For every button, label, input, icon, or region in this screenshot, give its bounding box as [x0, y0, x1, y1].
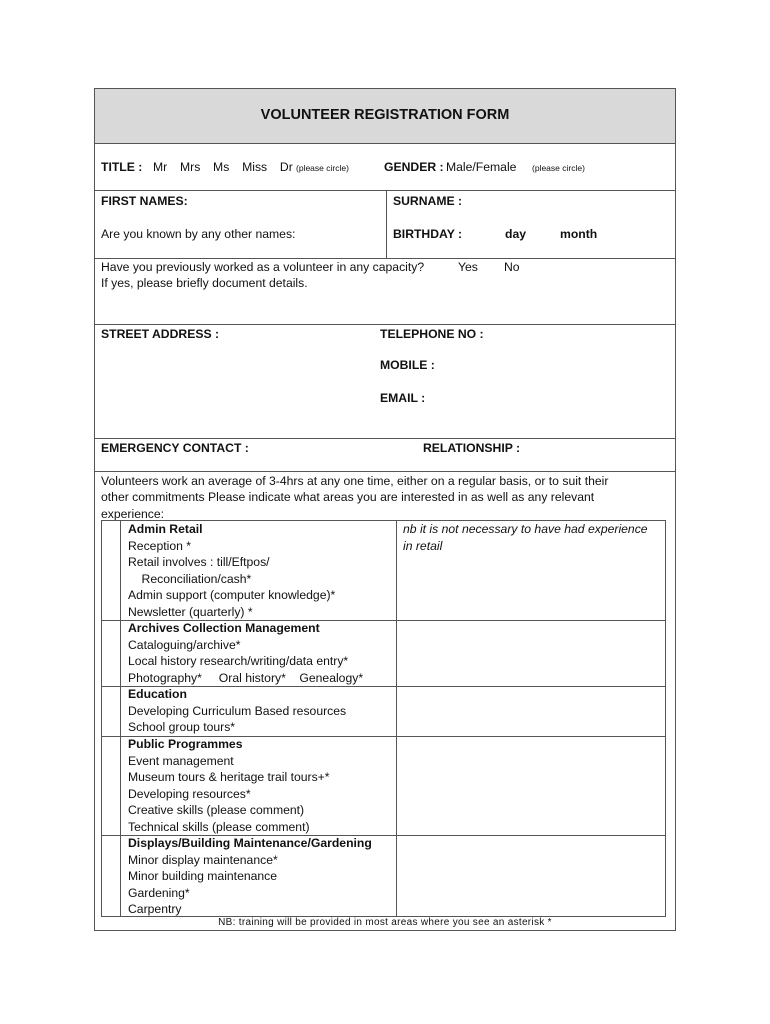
comment-education[interactable] [397, 687, 665, 736]
divider [386, 190, 387, 258]
mobile-label: MOBILE : [380, 358, 435, 372]
checkbox-displays[interactable] [102, 836, 120, 916]
divider [95, 190, 675, 191]
area-public-programmes [128, 736, 330, 835]
other-names-label: Are you known by any other names: [101, 227, 296, 241]
area-note [403, 521, 648, 554]
intro-line: Volunteers work an average of 3-4hrs at any one time, either on a regular basis, or to suit their [101, 474, 609, 488]
area-item: Technical skills (please comment) [128, 819, 310, 834]
area-item: Reconciliation/cash* [128, 571, 252, 586]
area-heading: Displays/Building Maintenance/Gardening [128, 836, 372, 850]
previous-question: Have you previously worked as a volunteer in any capacity? [101, 260, 425, 274]
area-displays [128, 835, 372, 918]
note-line: in retail [403, 538, 443, 553]
area-item: Carpentry [128, 902, 182, 916]
area-heading: Archives Collection Management [128, 621, 320, 635]
title-options[interactable]: Mr Mrs Ms Miss Dr [153, 160, 293, 174]
birthday-label: BIRTHDAY : [393, 227, 463, 241]
area-item: Gardening* [128, 885, 190, 900]
form-title-band [95, 89, 675, 144]
emergency-contact-label: EMERGENCY CONTACT : [101, 441, 249, 455]
area-item: Creative skills (please comment) [128, 803, 305, 817]
area-archives [128, 620, 363, 686]
comment-archives[interactable] [397, 621, 665, 686]
telephone-label: TELEPHONE NO : [380, 327, 484, 341]
area-item: School group tours* [128, 720, 236, 734]
area-item: Minor building maintenance [128, 869, 278, 883]
area-item: Admin support (computer knowledge)* [128, 588, 336, 602]
gender-label: GENDER : [384, 160, 444, 174]
comment-displays[interactable] [397, 836, 665, 916]
checkbox-archives[interactable] [102, 621, 120, 686]
intro-line: other commitments Please indicate what areas you are interested in as well as any relevant [101, 490, 595, 504]
divider [120, 521, 121, 916]
street-address-label: STREET ADDRESS : [101, 327, 220, 341]
area-item: Minor display maintenance* [128, 852, 278, 867]
gender-hint: (please circle) [532, 163, 585, 173]
previous-followup: If yes, please briefly document details. [101, 276, 308, 290]
email-label: EMAIL : [380, 391, 426, 405]
area-item: Developing resources* [128, 786, 251, 801]
area-item: Reception * [128, 538, 192, 553]
divider [95, 258, 675, 259]
surname-label: SURNAME : [393, 194, 463, 208]
area-item: Museum tours & heritage trail tours+* [128, 770, 330, 784]
area-education [128, 686, 346, 736]
divider [95, 438, 675, 439]
note-line: nb it is not necessary to have had experience [403, 522, 648, 536]
comment-public-programmes[interactable] [397, 737, 665, 835]
area-item: Cataloguing/archive* [128, 637, 241, 652]
area-item: Event management [128, 753, 234, 768]
area-admin-retail [128, 521, 335, 620]
area-heading: Public Programmes [128, 737, 243, 751]
area-item: Newsletter (quarterly) * [128, 604, 253, 619]
gender-options[interactable]: Male/Female [446, 160, 517, 174]
area-heading: Education [128, 687, 187, 701]
divider [95, 324, 675, 325]
area-item: Local history research/writing/data entry* [128, 654, 349, 668]
title-hint: (please circle) [296, 163, 349, 173]
title-label: TITLE : [101, 160, 143, 174]
checkbox-admin-retail[interactable] [102, 521, 120, 620]
intro-line: experience: [101, 507, 165, 521]
checkbox-public-programmes[interactable] [102, 737, 120, 835]
form-title: VOLUNTEER REGISTRATION FORM [260, 107, 510, 123]
birthday-month: month [560, 227, 598, 241]
interest-areas-table [101, 520, 666, 917]
footnote: NB: training will be provided in most areas where you see an asterisk * [218, 917, 552, 928]
area-heading: Admin Retail [128, 522, 203, 536]
birthday-day: day [505, 227, 527, 241]
checkbox-education[interactable] [102, 687, 120, 736]
area-item: Retail involves : till/Eftpos/ [128, 555, 270, 569]
first-names-label: FIRST NAMES: [101, 194, 188, 208]
relationship-label: RELATIONSHIP : [423, 441, 521, 455]
area-item: Photography* Oral history* Genealogy* [128, 670, 364, 685]
volunteer-registration-form [94, 88, 676, 931]
previous-no[interactable]: No [504, 260, 520, 274]
divider [95, 471, 675, 472]
previous-yes[interactable]: Yes [458, 260, 478, 274]
area-item: Developing Curriculum Based resources [128, 703, 347, 718]
